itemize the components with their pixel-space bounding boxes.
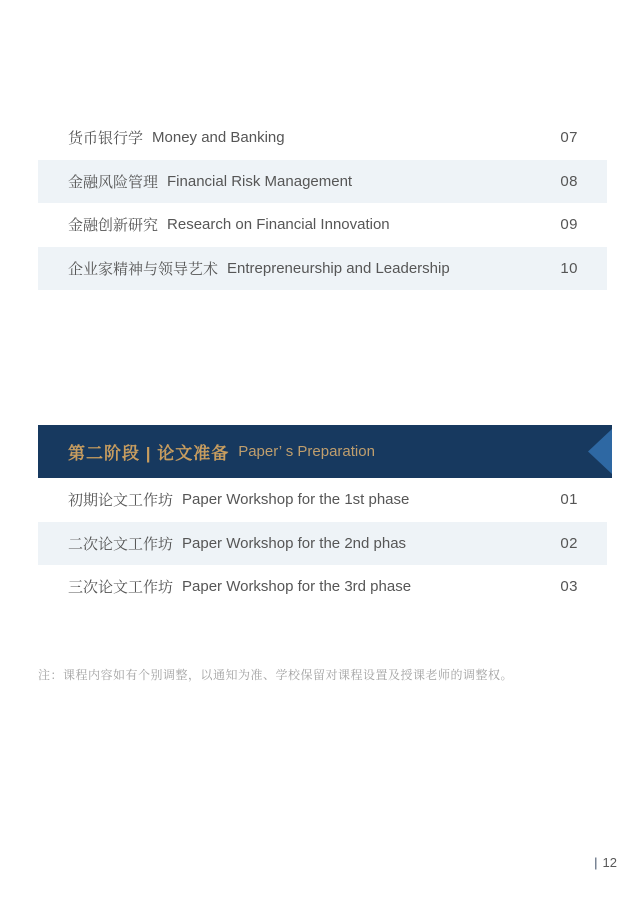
- course-row: [38, 160, 607, 204]
- course-name-zh: 三次论文工作坊: [68, 579, 174, 597]
- course-number: 10: [560, 259, 578, 277]
- course-number: 02: [560, 534, 578, 552]
- course-row: [38, 565, 607, 609]
- course-row: [38, 478, 607, 522]
- banner-title-zh: 第二阶段 | 论文准备: [68, 444, 230, 463]
- course-row: [38, 203, 607, 247]
- course-number: 07: [560, 129, 578, 147]
- course-row: [38, 522, 607, 566]
- course-row: [38, 116, 607, 160]
- banner-chevron-icon: [588, 429, 612, 474]
- course-row: [38, 247, 607, 291]
- course-name-zh: 金融风险管理: [68, 173, 159, 191]
- course-list-top: [38, 116, 607, 290]
- course-name-zh: 企业家精神与领导艺术: [68, 260, 219, 278]
- phase2-section-banner: [38, 425, 612, 478]
- page-number-value: 12: [602, 855, 617, 870]
- page-number-bar: |: [594, 855, 598, 870]
- page-number: [594, 855, 617, 870]
- footnote: 注：课程内容如有个别调整，以通知为准、学校保留对课程设置及授课老师的调整权。: [38, 668, 514, 682]
- course-number: 09: [560, 216, 578, 234]
- course-name-en: Money and Banking: [152, 129, 285, 147]
- course-name-en: Entrepreneurship and Leadership: [227, 259, 450, 277]
- course-name-en: Paper Workshop for the 1st phase: [182, 491, 410, 509]
- course-name-zh: 初期论文工作坊: [68, 492, 174, 510]
- course-list-phase2: [38, 478, 607, 609]
- course-number: 08: [560, 172, 578, 190]
- course-number: 01: [560, 491, 578, 509]
- course-name-en: Research on Financial Innovation: [167, 216, 390, 234]
- course-name-zh: 货币银行学: [68, 130, 144, 148]
- course-name-en: Paper Workshop for the 3rd phase: [182, 578, 412, 596]
- course-name-en: Paper Workshop for the 2nd phas: [182, 534, 407, 552]
- course-name-zh: 二次论文工作坊: [68, 535, 174, 553]
- banner-title-en: Paper’ s Preparation: [238, 443, 375, 460]
- course-name-en: Financial Risk Management: [167, 172, 353, 190]
- course-number: 03: [560, 578, 578, 596]
- course-name-zh: 金融创新研究: [68, 217, 159, 235]
